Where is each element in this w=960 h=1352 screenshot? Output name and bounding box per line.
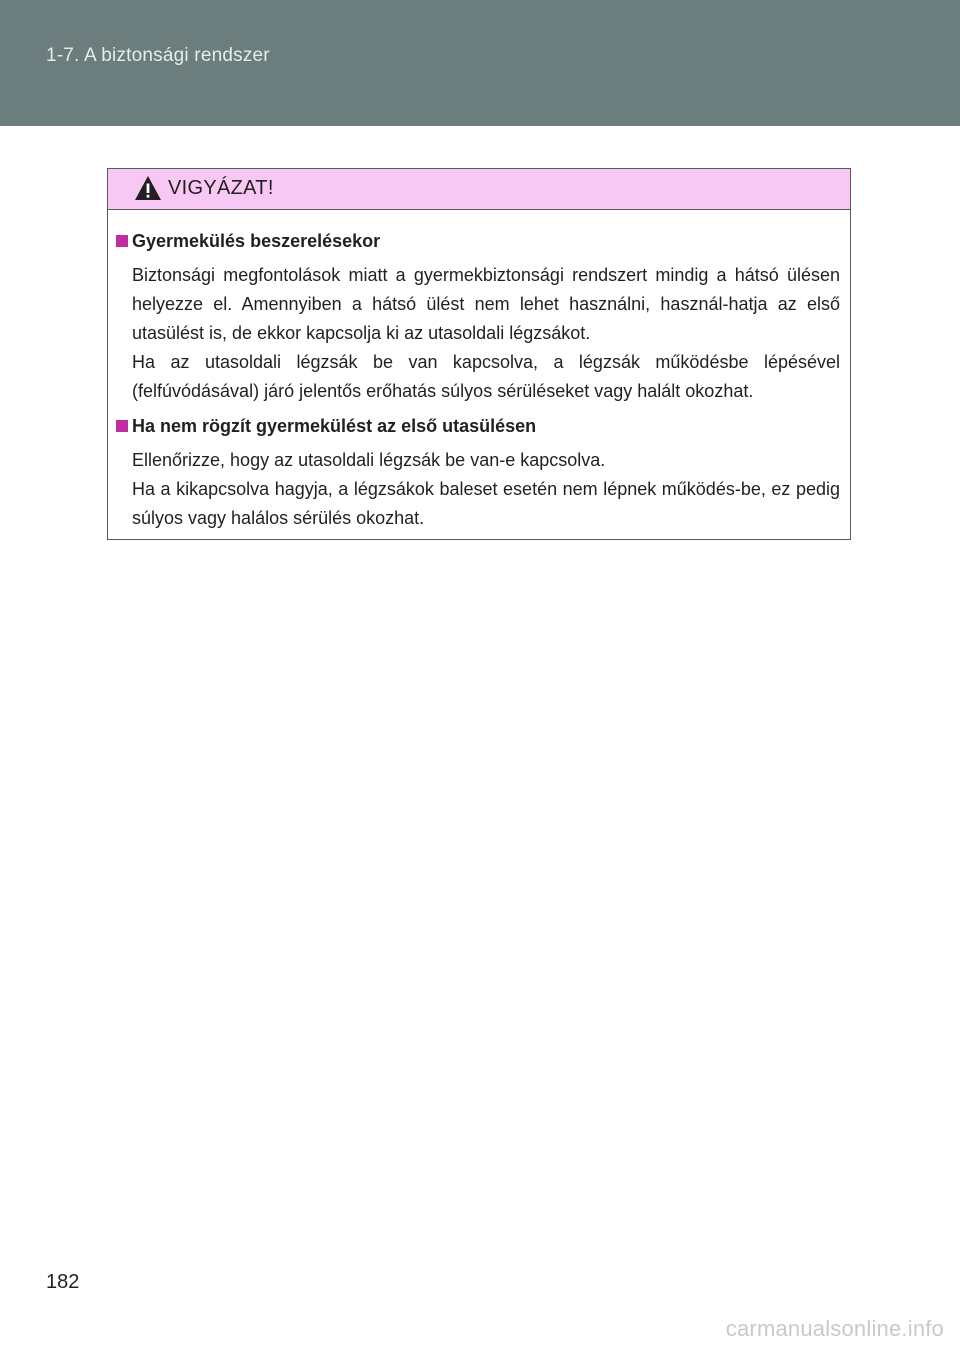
section-title: 1-7. A biztonsági rendszer xyxy=(46,45,270,66)
section-heading-text: Gyermekülés beszerelésekor xyxy=(132,231,381,251)
paragraph: Ha a kikapcsolva hagyja, a légzsákok baleset esetén nem lépnek működés-be, ez pedig súlyos vagy halálos sérülés okozhat. xyxy=(132,479,840,528)
paragraph: Ha az utasoldali légzsák be van kapcsolva, a légzsák működésbe lépésével (felfúvódásával) járó jelentős erőhatás súlyos sérüléseket vagy halált okozhat. xyxy=(132,352,840,401)
warning-triangle-icon xyxy=(134,175,162,201)
section-heading-text: Ha nem rögzít gyermekülést az első utasülésen xyxy=(132,416,537,436)
caution-body xyxy=(108,210,850,533)
square-bullet-icon xyxy=(116,420,128,432)
watermark: carmanualsonline.info xyxy=(725,1316,944,1341)
section-body-no-child-seat xyxy=(132,446,840,533)
section-body-child-seat xyxy=(132,261,840,406)
paragraph: Ellenőrizze, hogy az utasoldali légzsák be van-e kapcsolva. xyxy=(132,450,606,470)
square-bullet-icon xyxy=(116,235,128,247)
section-heading-no-child-seat xyxy=(116,414,840,438)
caution-label: VIGYÁZAT! xyxy=(168,177,274,199)
header-band xyxy=(0,0,960,126)
section-heading-child-seat xyxy=(116,229,840,253)
page-number: 182 xyxy=(46,1271,80,1293)
paragraph: Biztonsági megfontolások miatt a gyermekbiztonsági rendszert mindig a hátsó ülésen helyezze el. Amennyiben a hátsó ülést nem lehet használni, használ-hatja az első utasülést is, de ekkor kapcsolja ki az utasoldali légzsákot. xyxy=(132,265,840,343)
caution-header xyxy=(108,169,850,210)
caution-box xyxy=(107,168,851,540)
